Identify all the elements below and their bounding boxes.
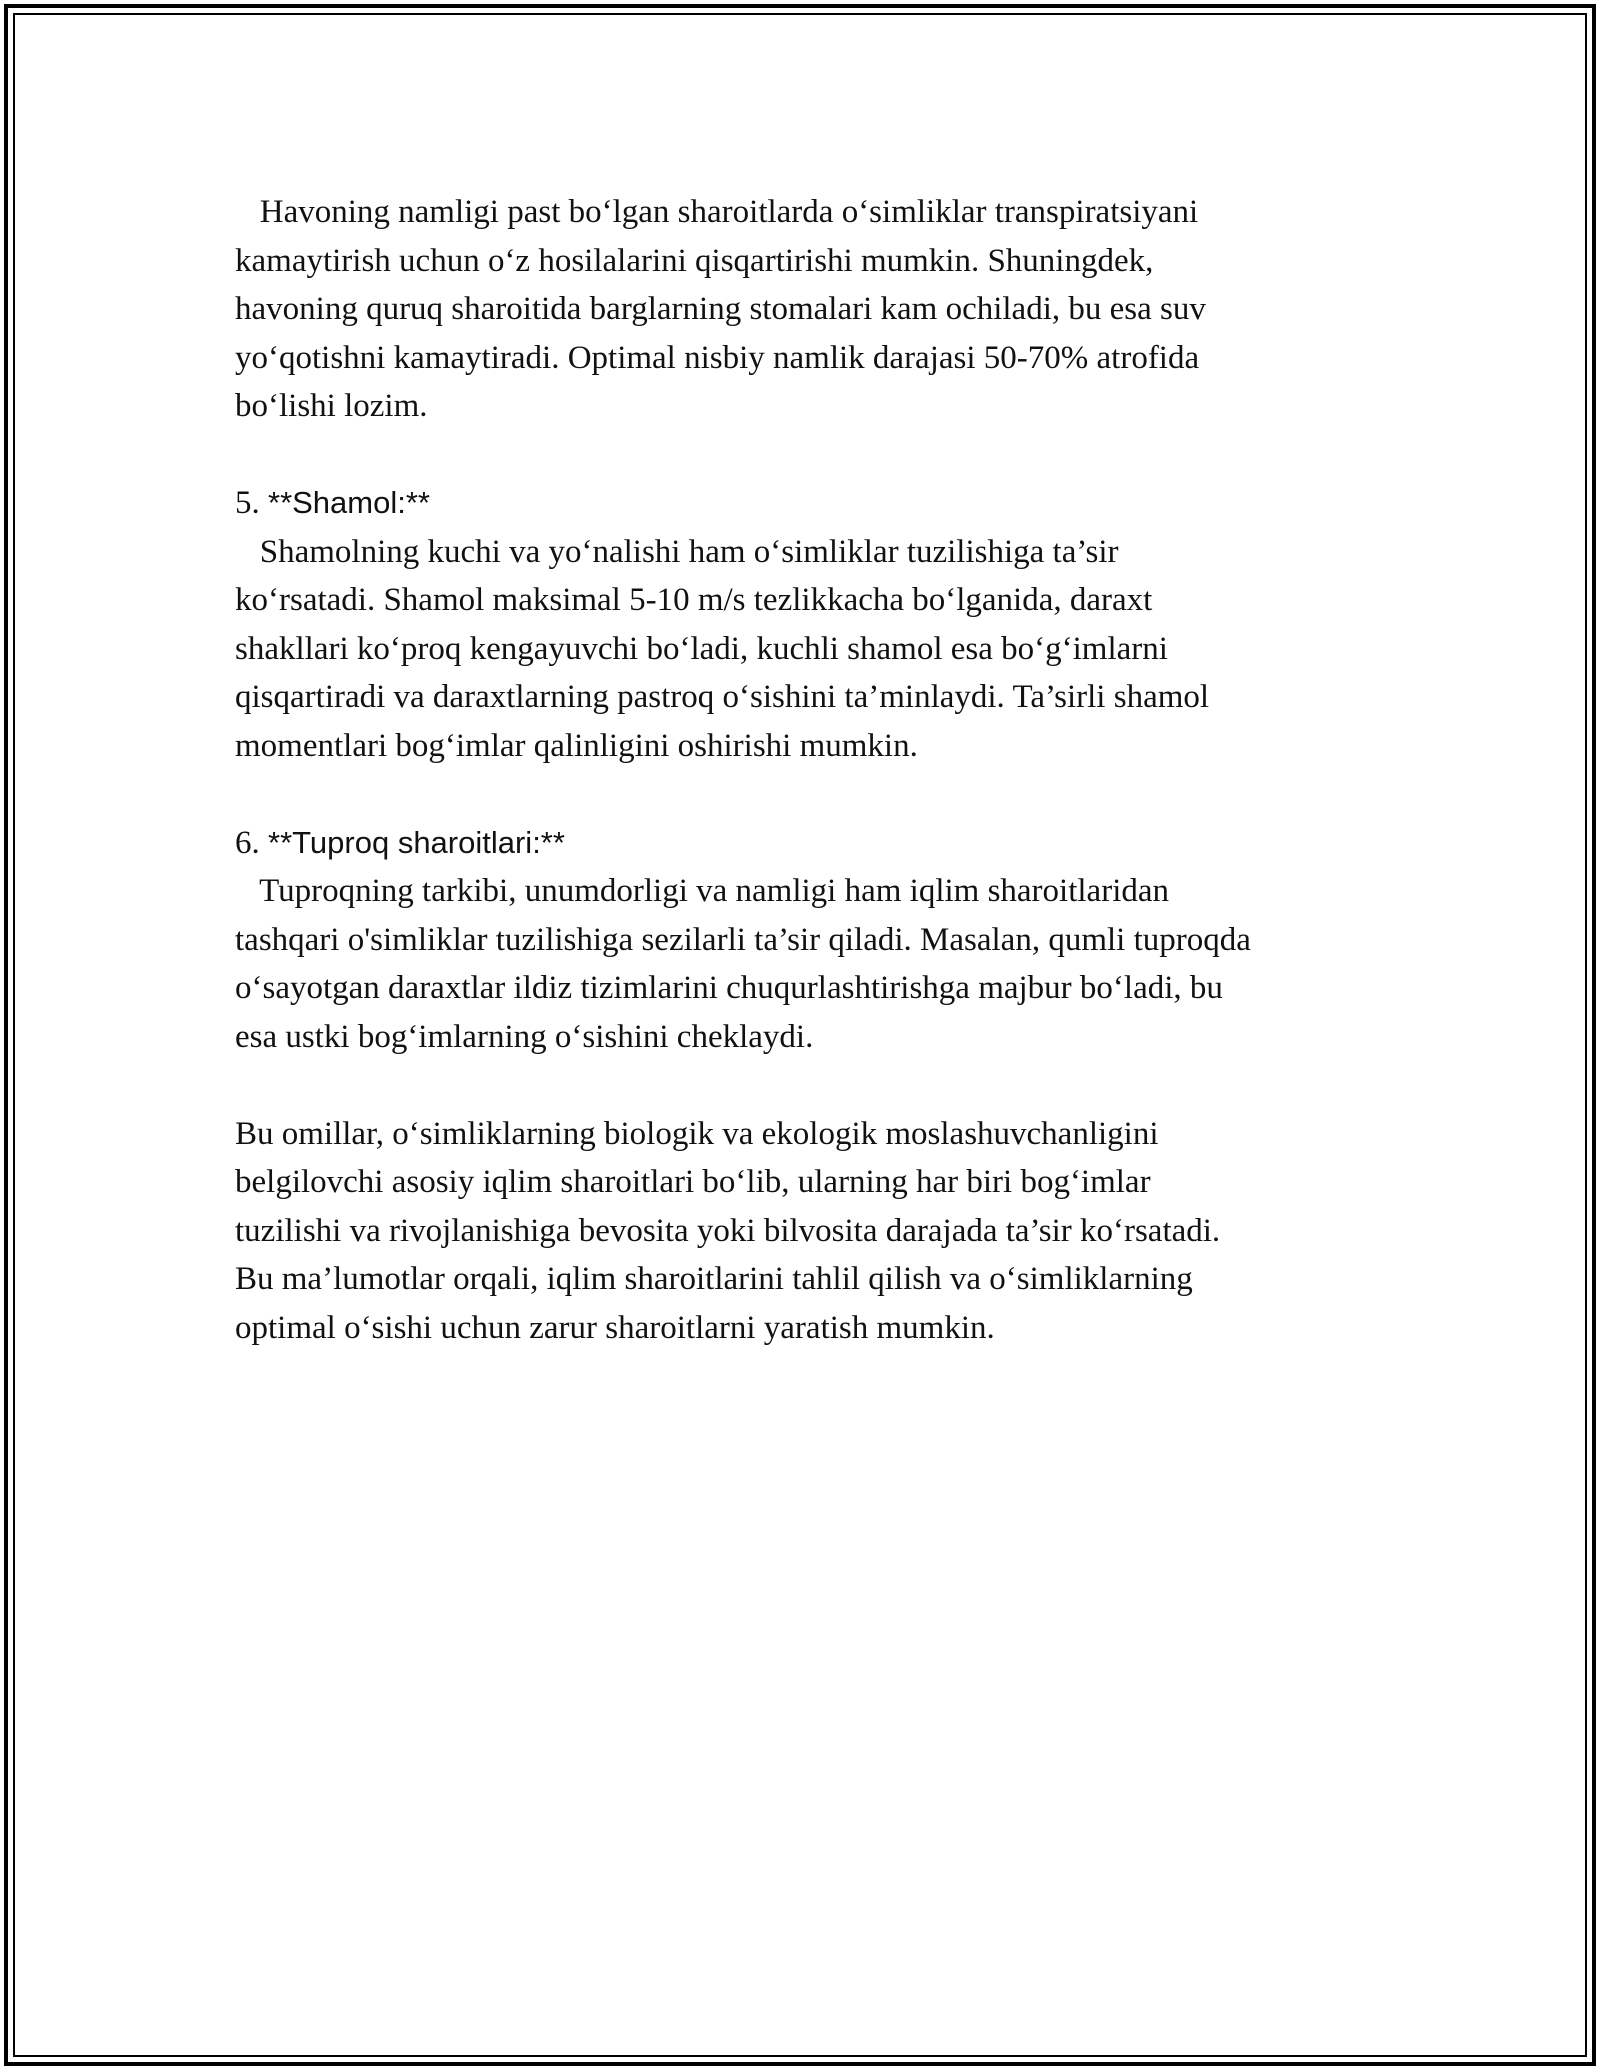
paragraph-gap: [235, 1061, 1385, 1110]
text-line: esa ustki bog‘imlarning o‘sishini cheklaydi.: [235, 1018, 814, 1055]
section-wind: [235, 479, 1385, 770]
text-line: yo‘qotishni kamaytiradi. Optimal nisbiy namlik darajasi 50-70% atrofida: [235, 339, 1200, 376]
paragraph-gap: [235, 431, 1385, 480]
text-line: ko‘rsatadi. Shamol maksimal 5-10 m/s tezlikkacha bo‘lganida, daraxt: [235, 582, 1153, 618]
text-line: momentlari bog‘imlar qalinligini oshirishi mumkin.: [235, 727, 918, 764]
heading-number: 6.: [235, 824, 268, 861]
text-line: shakllari ko‘proq kengayuvchi bo‘ladi, kuchli shamol esa bo‘g‘imlarni: [235, 630, 1168, 667]
paragraph-gap: [235, 770, 1385, 819]
paragraph-humidity: [235, 188, 1385, 431]
text-line: qisqartiradi va daraxtlarning pastroq o‘sishini ta’minlaydi. Ta’sirli shamol: [235, 679, 1210, 715]
text-line: Shamolning kuchi va yo‘nalishi ham o‘simliklar tuzilishiga ta’sir: [235, 533, 1119, 570]
section-soil: [235, 819, 1385, 1062]
heading-text: **Tuproq sharoitlari:**: [268, 824, 565, 860]
section-heading-soil: [235, 819, 1385, 868]
text-line: kamaytirish uchun o‘z hosilalarini qisqartirishi mumkin. Shuningdek,: [235, 242, 1154, 279]
text-line: Havoning namligi past bo‘lgan sharoitlarda o‘simliklar transpiratsiyani: [235, 194, 1199, 230]
heading-number: 5.: [235, 485, 268, 521]
text-line: optimal o‘sishi uchun zarur sharoitlarni yaratish mumkin.: [235, 1309, 995, 1346]
text-line: Bu omillar, o‘simliklarning biologik va ekologik moslashuvchanligini: [235, 1115, 1159, 1152]
text-line: tashqari o'simliklar tuzilishiga sezilarli ta’sir qiladi. Masalan, qumli tuproqda: [235, 921, 1251, 958]
text-line: belgilovchi asosiy iqlim sharoitlari bo‘lib, ularning har biri bog‘imlar: [235, 1164, 1151, 1200]
text-line: bo‘lishi lozim.: [235, 388, 428, 424]
text-line: Tuproqning tarkibi, unumdorligi va namligi ham iqlim sharoitlaridan: [235, 873, 1170, 909]
section-heading-wind: [235, 479, 1385, 528]
document-body: [235, 188, 1385, 1352]
heading-text: **Shamol:**: [268, 485, 430, 520]
text-line: havoning quruq sharoitida barglarning stomalari kam ochiladi, bu esa suv: [235, 291, 1206, 327]
text-line: o‘sayotgan daraxtlar ildiz tizimlarini chuqurlashtirishga majbur bo‘ladi, bu: [235, 970, 1223, 1006]
paragraph-conclusion: [235, 1110, 1385, 1353]
text-line: tuzilishi va rivojlanishiga bevosita yoki bilvosita darajada ta’sir ko‘rsatadi.: [235, 1212, 1221, 1249]
text-line: Bu ma’lumotlar orqali, iqlim sharoitlarini tahlil qilish va o‘simliklarning: [235, 1261, 1193, 1297]
